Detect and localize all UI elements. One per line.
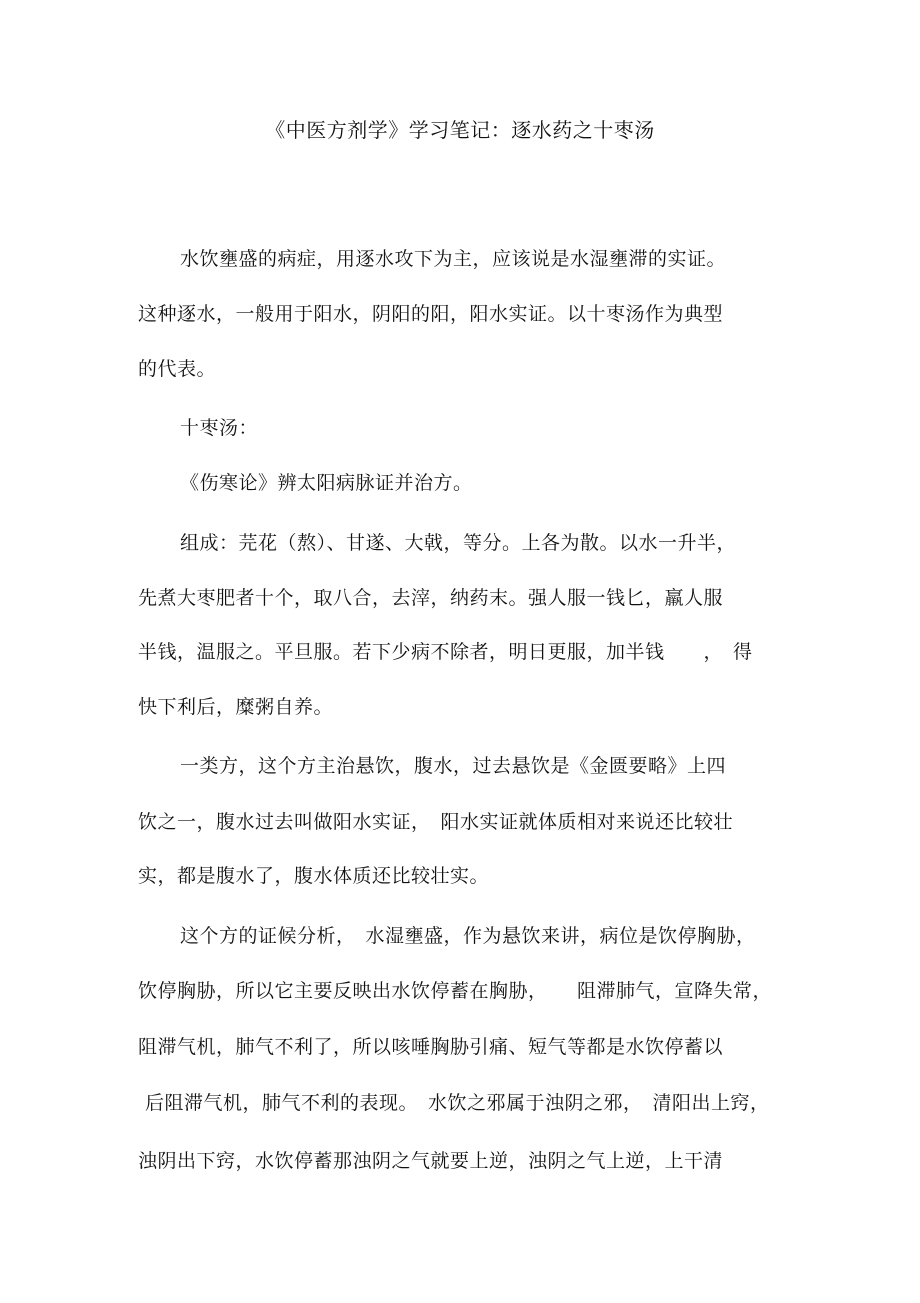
formula-heading: 十枣汤： (180, 417, 259, 439)
body-line-13: 这个方的证候分析， 水湿壅盛，作为悬饮来讲，病位是饮停胸胁， (180, 925, 756, 947)
body-line-1: 水饮壅盛的病症，用逐水攻下为主，应该说是水湿壅滞的实证。 (180, 248, 727, 270)
document-title: 《中医方剂学》学习笔记：逐水药之十枣汤 (265, 118, 655, 142)
body-line-14: 饮停胸胁，所以它主要反映出水饮停蓄在胸胁， 阻滞肺气，宣降失常， (138, 980, 773, 1002)
body-line-15: 阻滞气机，肺气不利了，所以咳唾胸胁引痛、短气等都是水饮停蓄以 (138, 1036, 724, 1058)
body-line-9: 快下利后，糜粥自养。 (138, 696, 334, 718)
body-line-12: 实，都是腹水了，腹水体质还比较壮实。 (138, 865, 490, 887)
body-line-10: 一类方，这个方主治悬饮，腹水，过去悬饮是《金匮要略》上四 (180, 755, 727, 777)
body-line-3: 的代表。 (138, 358, 217, 380)
body-line-6: 组成：芫花（熬）、甘遂、大戟，等分。上各为散。以水一升半， (180, 532, 737, 554)
body-line-8: 半钱，温服之。平旦服。若下少病不除者，明日更服，加半钱 ， 得 (138, 641, 753, 663)
source-line: 《伤寒论》辨太阳病脉证并治方。 (180, 472, 473, 494)
body-line-7: 先煮大枣肥者十个，取八合，去滓，纳药末。强人服一钱匕，羸人服 (138, 587, 724, 609)
body-line-17: 浊阴出下窍，水饮停蓄那浊阴之气就要上逆，浊阴之气上逆，上干清 (138, 1150, 724, 1172)
body-line-2: 这种逐水，一般用于阳水，阴阳的阳，阳水实证。以十枣汤作为典型 (138, 303, 724, 325)
body-line-16: 后阻滞气机，肺气不利的表现。 水饮之邪属于浊阴之邪， 清阳出上窍， (145, 1092, 770, 1114)
body-line-11: 饮之一，腹水过去叫做阳水实证， 阳水实证就体质相对来说还比较壮 (138, 811, 734, 833)
